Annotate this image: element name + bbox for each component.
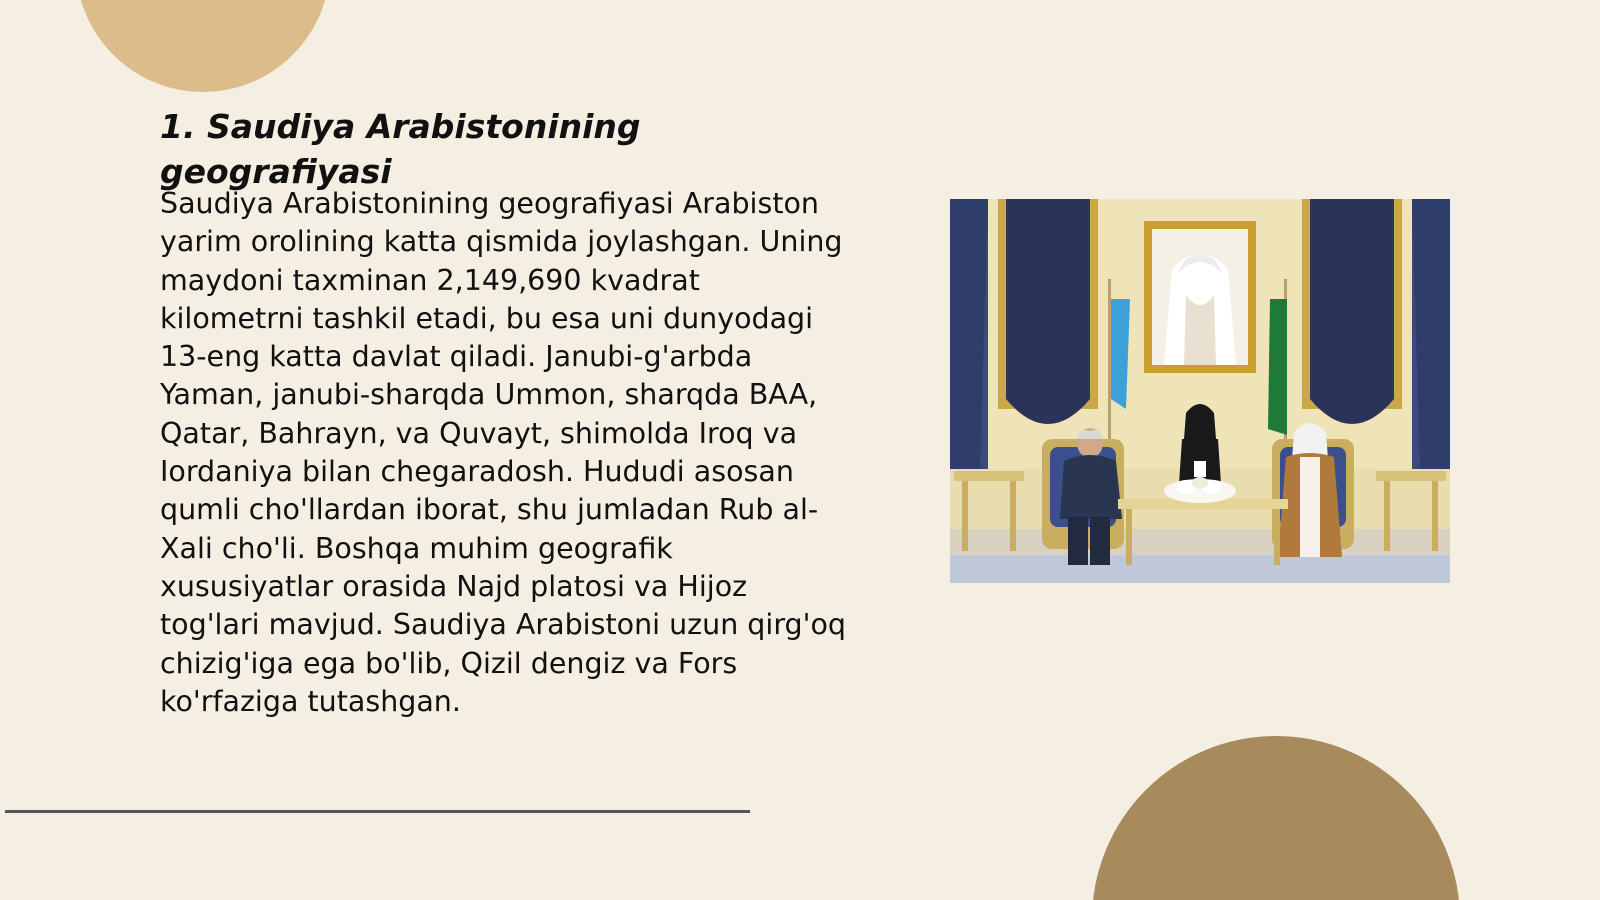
slide-title: 1. Saudiya Arabistonining geografiyasi <box>160 107 641 191</box>
decorative-circle-bottom <box>1092 736 1460 900</box>
slide-body-text: Saudiya Arabistonining geografiyasi Arabiston yarim orolining katta qismida joylashgan. Uning maydoni taxminan 2,149,690 kvadrat kilometrni tashkil etadi, bu esa uni dunyodagi 13-eng katta davlat qiladi. Janubi-g'arbda Yaman, janubi-sharqda Ummon, sharqda BAA, Qatar, Bahrayn, va Quvayt, shimolda Iroq va Iordaniya bilan chegaradosh. Hududi asosan qumli cho'llardan iborat, shu jumladan Rub al-Xali cho'li. Boshqa muhim geografik xususiyatlar orasida Najd platosi va Hijoz tog'lari mavjud. Saudiya Arabistoni uzun qirg'oq chizig'iga ega bo'lib, Qizil dengiz va Fors ko'rfaziga tutashgan. <box>160 187 846 718</box>
meeting-photo <box>950 199 1450 583</box>
divider-line <box>5 810 750 813</box>
decorative-circle-top <box>76 0 330 92</box>
